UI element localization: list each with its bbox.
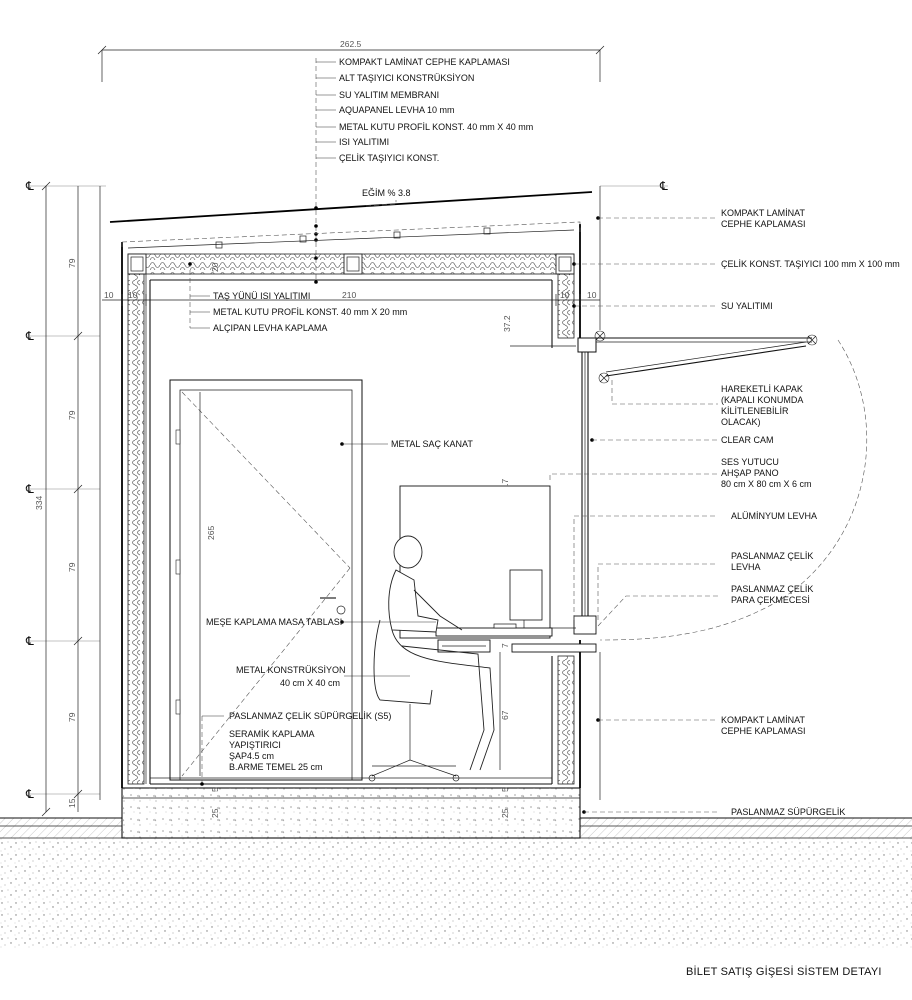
- label-cladding-top-1: KOMPAKT LAMİNAT: [721, 208, 806, 218]
- total-height-text: 334: [34, 495, 44, 510]
- label-ss-skirting: PASLANMAZ SÜPÜRGELİK: [731, 807, 846, 817]
- base-dim-5a: 5: [210, 787, 220, 792]
- label-door-leaf: METAL SAÇ KANAT: [391, 439, 473, 449]
- label-clear-glass: CLEAR CAM: [721, 435, 774, 445]
- drawing-title: BİLET SATIŞ GİŞESİ SİSTEM DETAYI: [686, 966, 882, 978]
- label-metal-frame-1: METAL KONSTRÜKSİYON: [236, 665, 346, 675]
- top-label-leaders: [314, 58, 336, 284]
- label-drawer-2: PARA ÇEKMECESİ: [731, 595, 810, 605]
- height-79-a: 79: [67, 258, 77, 268]
- label-flap-1: HAREKETLİ KAPAK: [721, 384, 803, 394]
- dim-inner-width: 210: [342, 290, 357, 300]
- centerline-marker-3: ℄: [26, 482, 34, 496]
- label-drawer-1: PASLANMAZ ÇELİK: [731, 584, 814, 594]
- label-cladding-top-2: CEPHE KAPLAMASI: [721, 219, 806, 229]
- label-floor-2: YAPIŞTIRICI: [229, 740, 281, 750]
- centerline-marker-4: ℄: [26, 634, 34, 648]
- dim-right-10b: 10: [587, 290, 597, 300]
- top-label-7: ÇELİK TAŞIYICI KONST.: [339, 153, 440, 163]
- base-dim-25b: 25: [500, 808, 510, 818]
- label-cladding-bot-2: CEPHE KAPLAMASI: [721, 726, 806, 736]
- roof-insulation: [128, 228, 574, 274]
- centerline-marker-1: ℄: [26, 179, 34, 193]
- label-floor-1: SERAMİK KAPLAMA: [229, 729, 315, 739]
- label-acoustic-1: SES YUTUCU: [721, 457, 779, 467]
- top-label-4: AQUAPANEL LEVHA 10 mm: [339, 105, 455, 115]
- centerline-marker-right: ℄: [660, 179, 668, 193]
- label-desk-top: MEŞE KAPLAMA MASA TABLASI: [206, 617, 343, 627]
- height-79-d: 79: [67, 712, 77, 722]
- label-acoustic-3: 80 cm X 80 cm X 6 cm: [721, 479, 812, 489]
- label-ss-sheet-2: LEVHA: [731, 562, 761, 572]
- label-floor-4: B.ARME TEMEL 25 cm: [229, 762, 323, 772]
- foundation-slab: [122, 788, 580, 838]
- label-waterproof: SU YALITIMI: [721, 301, 773, 311]
- label-plasterboard: ALÇIPAN LEVHA KAPLAMA: [213, 323, 328, 333]
- inner-leaders: [188, 262, 436, 786]
- centerline-marker-5: ℄: [26, 787, 34, 801]
- dim-left-10b: 10: [128, 290, 138, 300]
- overall-width-text: 262.5: [340, 39, 362, 49]
- height-79-c: 79: [67, 562, 77, 572]
- top-label-5: METAL KUTU PROFİL KONST. 40 mm X 40 mm: [339, 122, 534, 132]
- desk-dim-7: 7: [500, 643, 510, 648]
- base-dim-5b: 5: [500, 787, 510, 792]
- door-height-text: 265: [206, 525, 216, 540]
- dim-right-10a: 10: [560, 290, 570, 300]
- label-aluminium: ALÜMİNYUM LEVHA: [731, 511, 818, 521]
- label-flap-3: KİLİTLENEBİLİR: [721, 406, 789, 416]
- dim-left-10a: 10: [104, 290, 114, 300]
- height-79-b: 79: [67, 410, 77, 420]
- desk-height-dim: 67: [500, 710, 510, 720]
- top-label-2: ALT TAŞIYICI KONSTRÜKSİYON: [339, 73, 475, 83]
- label-cladding-bot-1: KOMPAKT LAMİNAT: [721, 715, 806, 725]
- label-acoustic-2: AHŞAP PANO: [721, 468, 779, 478]
- top-label-1: KOMPAKT LAMİNAT CEPHE KAPLAMASI: [339, 57, 510, 67]
- centerline-marker-2: ℄: [26, 329, 34, 343]
- label-metal-frame-2: 40 cm X 40 cm: [280, 678, 341, 688]
- label-flap-2: (KAPALI KONUMDA: [721, 395, 804, 405]
- base-dim-25a: 25: [210, 808, 220, 818]
- dim-roof-depth: 20: [210, 262, 220, 272]
- left-wall-insulation: [128, 274, 150, 784]
- top-label-3: SU YALITIM MEMBRANI: [339, 90, 440, 100]
- label-stone-wool: TAŞ YÜNÜ ISI YALITIMI: [213, 291, 311, 301]
- right-leaders: [550, 216, 718, 814]
- label-flap-4: OLACAK): [721, 417, 761, 427]
- label-metal-box: METAL KUTU PROFİL KONST. 40 mm X 20 mm: [213, 307, 408, 317]
- label-skirting-s5: PASLANMAZ ÇELİK SÜPÜRGELİK (S5): [229, 711, 392, 721]
- label-floor-3: ŞAP4.5 cm: [229, 751, 275, 761]
- top-label-6: ISI YALITIMI: [339, 137, 390, 147]
- label-steel-carrier: ÇELİK KONST. TAŞIYICI 100 mm X 100 mm: [721, 259, 900, 269]
- slope-text: EĞİM % 3.8: [362, 188, 411, 198]
- height-15: 15: [67, 798, 77, 808]
- window-top-dim: 37.2: [502, 315, 512, 332]
- right-wall-insulation: [552, 274, 574, 784]
- label-ss-sheet-1: PASLANMAZ ÇELİK: [731, 551, 814, 561]
